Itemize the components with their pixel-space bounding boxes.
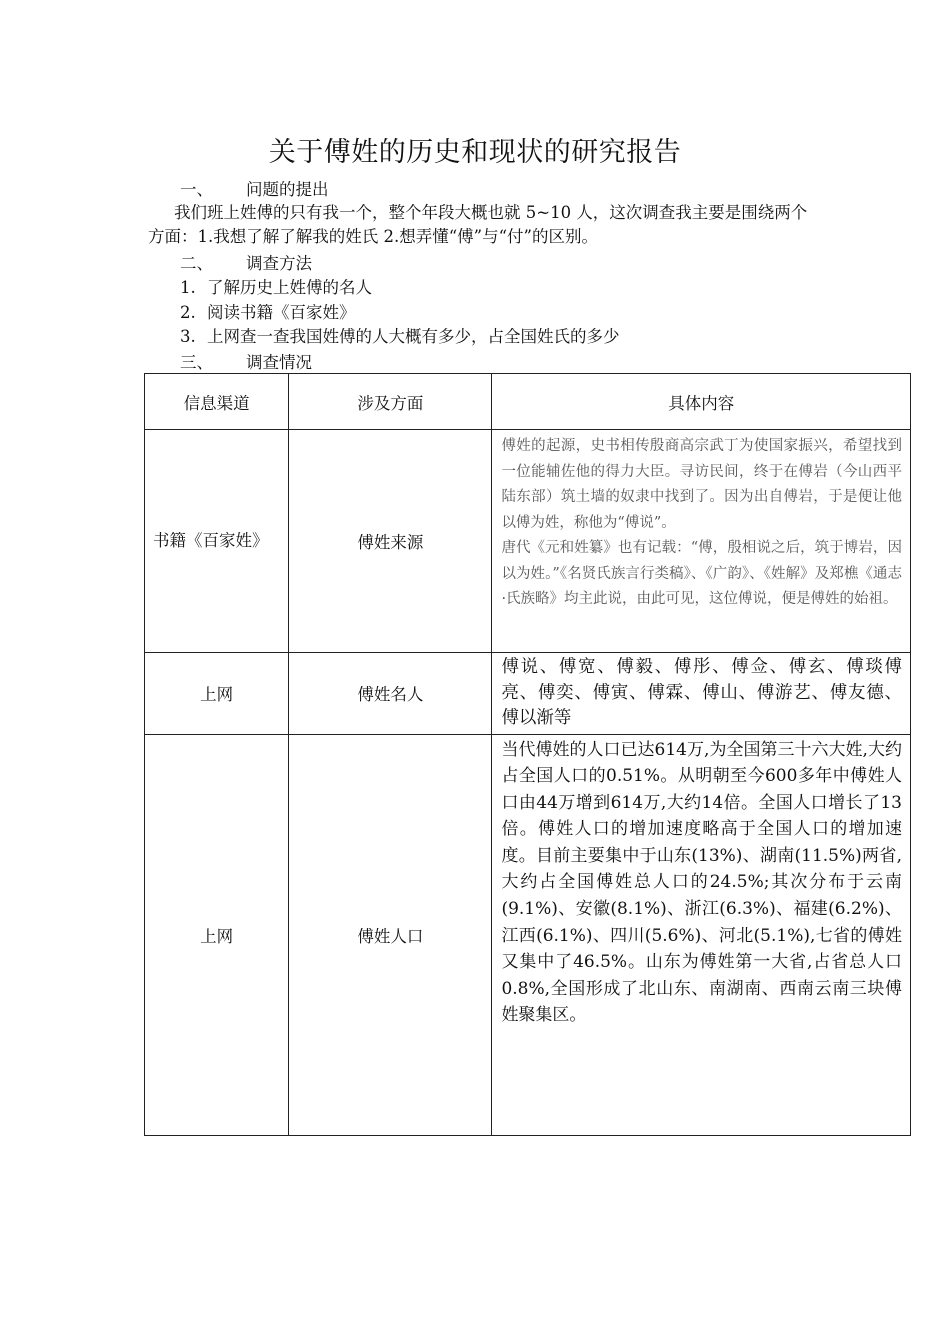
header-channel: 信息渠道: [145, 374, 289, 430]
cell-aspect: 傅姓名人: [289, 653, 492, 735]
method-number: 2.: [180, 303, 196, 322]
cell-channel: 书籍《百家姓》: [145, 430, 289, 653]
section-number: 一、: [180, 180, 213, 199]
survey-table: [144, 373, 911, 1136]
method-text: 阅读书籍《百家姓》: [207, 303, 356, 322]
table-header-row: [145, 374, 911, 430]
content-paragraph: 傅姓的起源，史书相传殷商高宗武丁为使国家振兴，希望找到一位能辅佐他的得力大臣。寻访民间，终于在傅岩（今山西平陆东部）筑土墙的奴隶中找到了。因为出自傅岩，于是便让他以傅为姓，称他为“傅说”。: [501, 438, 902, 531]
intro-paragraph: [148, 201, 808, 249]
cell-content: [492, 430, 911, 653]
cell-content: 当代傅姓的人口已达614万,为全国第三十六大姓,大约占全国人口的0.51%。从明朝至今600多年中傅姓人口由44万增到614万,大约14倍。全国人口增长了13倍。傅姓人口的增加速度略高于全国人口的增加速度。目前主要集中于山东(13%)、湖南(11.5%)两省,大约占全国傅姓总人口的24.5%;其次分布于云南(9.1%)、安徽(8.1%)、浙江(6.3%)、福建(6.2%)、江西(6.1%)、四川(5.6%)、河北(5.1%),七省的傅姓又集中了46.5%。山东为傅姓第一大省,占省总人口0.8%,全国形成了北山东、南湖南、西南云南三块傅姓聚集区。: [492, 734, 911, 1135]
section-title: 调查方法: [246, 254, 312, 273]
intro-text: 我们班上姓傅的只有我一个，整个年段大概也就 5~10 人，这次调查我主要是围绕两个方面：1.我想了解了解我的姓氏 2.想弄懂“傅”与“付”的区别。: [148, 203, 808, 246]
table-row: [145, 430, 911, 653]
cell-channel: 上网: [145, 734, 289, 1135]
section-number: 三、: [180, 353, 213, 372]
content-paragraph: 唐代《元和姓纂》也有记载：“傅，殷相说之后，筑于博岩，因以为姓。”《名贤氏族言行类稿》、《广韵》、《姓解》及郑樵《通志·氏族略》均主此说，由此可见，这位傅说，便是傅姓的始祖。: [501, 540, 902, 607]
cell-content: 傅说、傅宽、傅毅、傅彤、傅佥、傅玄、傅琰傅亮、傅奕、傅寅、傅霖、傅山、傅游艺、傅友德、傅以渐等: [492, 653, 911, 735]
method-number: 3.: [180, 327, 196, 346]
section-title: 问题的提出: [246, 180, 329, 199]
page-title: 关于傅姓的历史和现状的研究报告: [268, 137, 682, 168]
table-row: [145, 734, 911, 1135]
cell-aspect: 傅姓来源: [289, 430, 492, 653]
header-aspect: 涉及方面: [289, 374, 492, 430]
method-text: 了解历史上姓傅的名人: [207, 278, 372, 297]
cell-channel: 上网: [145, 653, 289, 735]
header-content: 具体内容: [492, 374, 911, 430]
method-number: 1.: [180, 278, 196, 297]
section-title: 调查情况: [246, 353, 312, 372]
table-row: [145, 653, 911, 735]
section-number: 二、: [180, 254, 213, 273]
cell-aspect: 傅姓人口: [289, 734, 492, 1135]
method-text: 上网查一查我国姓傅的人大概有多少，占全国姓氏的多少: [207, 327, 620, 346]
